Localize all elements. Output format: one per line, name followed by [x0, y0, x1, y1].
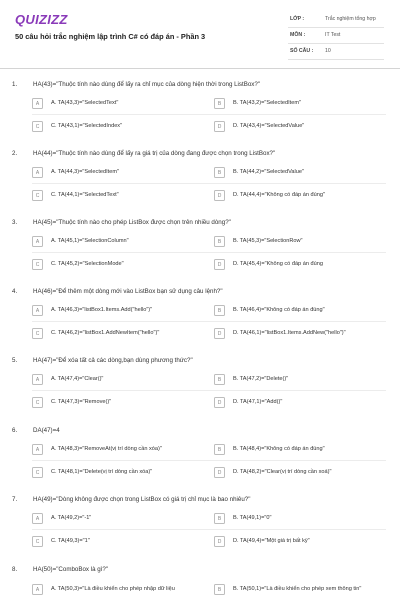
option-text: B. TA(50,1)="Là điều khiển cho phép xem thông tin" [233, 586, 362, 592]
option-divider [32, 183, 386, 184]
option-text: B. TA(48,4)="Không có đáp án đúng" [233, 446, 325, 452]
option-text: A. TA(43,3)="SelectedText" [51, 100, 119, 106]
option-d[interactable] [214, 121, 376, 133]
question-text: DA(47)=4 [33, 427, 60, 434]
option-text: C. TA(48,1)="Delete(vị trí dòng cần xóa)" [51, 469, 153, 475]
option-text: D. TA(48,2)="Clear(vị trí dòng cần xoá)" [233, 469, 332, 475]
option-text: A. TA(46,3)="listBox1.Items.Add("hello")" [51, 307, 153, 313]
option-letter-box: A [32, 374, 43, 385]
option-letter-box: B [214, 374, 225, 385]
option-letter-box: B [214, 236, 225, 247]
option-letter-box: C [32, 190, 43, 201]
option-b[interactable] [214, 374, 376, 386]
option-text: B. TA(44,2)="SelectedValue" [233, 169, 304, 175]
question-number: 7. [12, 496, 18, 503]
question-text: HA(44)="Thuộc tính nào dùng để lấy ra giá trị của dòng đang được chọn trong ListBox?" [33, 150, 276, 157]
option-text: C. TA(43,1)="SelectedIndex" [51, 123, 123, 129]
option-d[interactable] [214, 397, 376, 409]
option-c[interactable] [32, 397, 194, 409]
option-divider [32, 460, 386, 461]
option-divider [32, 114, 386, 115]
option-d[interactable] [214, 190, 376, 202]
option-divider [32, 252, 386, 253]
option-letter-box: D [214, 190, 225, 201]
option-letter-box: C [32, 467, 43, 478]
option-a[interactable] [32, 444, 194, 456]
option-letter-box: A [32, 513, 43, 524]
option-letter-box: B [214, 584, 225, 595]
option-letter-box: B [214, 513, 225, 524]
option-text: A. TA(48,3)="RemoveAt(vị trí dòng cần xóa)" [51, 446, 162, 452]
option-text: B. TA(47,2)="Delete()" [233, 376, 289, 382]
page-title: 50 câu hỏi trắc nghiệm lập trình C# có đáp án - Phần 3 [15, 32, 206, 41]
option-divider [32, 529, 386, 530]
question-number: 4. [12, 288, 18, 295]
option-text: B. TA(45,3)="SelectionRow" [233, 238, 303, 244]
meta-subject [288, 28, 384, 44]
question-item [0, 81, 400, 151]
question-number: 1. [12, 81, 18, 88]
option-divider [32, 390, 386, 391]
question-item [0, 357, 400, 427]
option-text: A. TA(45,1)="SelectionColumn" [51, 238, 129, 244]
option-letter-box: A [32, 444, 43, 455]
option-text: D. TA(43,4)="SelectedValue" [233, 123, 305, 129]
option-letter-box: B [214, 444, 225, 455]
meta-count-value: 10 [325, 48, 331, 54]
option-c[interactable] [32, 467, 194, 479]
option-text: B. TA(46,4)="Không có đáp án đúng" [233, 307, 325, 313]
option-text: D. TA(47,1)="Add()" [233, 399, 283, 405]
option-letter-box: C [32, 536, 43, 547]
question-item [0, 288, 400, 358]
option-d[interactable] [214, 467, 376, 479]
option-letter-box: C [32, 259, 43, 270]
meta-class-value: Trắc nghiệm tổng hợp [325, 16, 376, 22]
option-letter-box: A [32, 236, 43, 247]
option-c[interactable] [32, 121, 194, 133]
option-letter-box: D [214, 259, 225, 270]
question-item [0, 496, 400, 566]
option-letter-box: D [214, 467, 225, 478]
question-item [0, 219, 400, 289]
option-b[interactable] [214, 513, 376, 525]
option-text: C. TA(46,2)="listBox1.AddNewItem("hello")" [51, 330, 160, 336]
option-letter-box: A [32, 167, 43, 178]
option-letter-box: D [214, 397, 225, 408]
option-letter-box: C [32, 328, 43, 339]
question-text: HA(46)="Để thêm một dòng mới vào ListBox bạn sử dụng câu lệnh?" [33, 288, 223, 295]
option-letter-box: B [214, 98, 225, 109]
option-a[interactable] [32, 513, 194, 525]
option-letter-box: A [32, 305, 43, 316]
header-divider [0, 68, 400, 69]
option-letter-box: D [214, 536, 225, 547]
option-a[interactable] [32, 98, 194, 110]
option-text: C. TA(47,3)="Remove()" [51, 399, 112, 405]
option-text: C. TA(45,2)="SelectionMode" [51, 261, 124, 267]
question-number: 6. [12, 427, 18, 434]
option-b[interactable] [214, 444, 376, 456]
question-text: HA(47)="Để xóa tất cả các dòng,bạn dùng phương thức?" [33, 357, 193, 364]
option-a[interactable] [32, 167, 194, 179]
option-text: D. TA(44,4)="Không có đáp án đúng" [233, 192, 325, 198]
option-b[interactable] [214, 167, 376, 179]
option-b[interactable] [214, 584, 376, 596]
option-b[interactable] [214, 98, 376, 110]
option-letter-box: C [32, 397, 43, 408]
option-b[interactable] [214, 236, 376, 248]
option-letter-box: A [32, 98, 43, 109]
option-letter-box: B [214, 167, 225, 178]
option-c[interactable] [32, 328, 194, 340]
question-item [0, 427, 400, 497]
option-a[interactable] [32, 374, 194, 386]
question-text: HA(43)="Thuộc tính nào dùng để lấy ra chỉ mục của dòng hiện thời trong ListBox?" [33, 81, 261, 88]
option-b[interactable] [214, 305, 376, 317]
option-text: D. TA(49,4)="Một giá trị bất kỳ" [233, 538, 310, 544]
meta-count-label: SỐ CÂU : [290, 48, 314, 54]
option-text: A. TA(44,3)="SelectedItem" [51, 169, 119, 175]
option-letter-box: B [214, 305, 225, 316]
meta-subject-value: IT Test [325, 32, 341, 38]
question-text: HA(50)="ComboBox là gì?" [33, 566, 109, 573]
question-item [0, 150, 400, 220]
option-letter-box: D [214, 328, 225, 339]
meta-class [288, 12, 384, 28]
option-d[interactable] [214, 259, 376, 271]
option-text: A. TA(47,4)="Clear()" [51, 376, 104, 382]
option-text: C. TA(44,1)="SelectedText" [51, 192, 119, 198]
option-text: C. TA(49,3)="1" [51, 538, 90, 544]
question-number: 2. [12, 150, 18, 157]
option-d[interactable] [214, 328, 376, 340]
option-c[interactable] [32, 536, 194, 548]
worksheet-header [0, 0, 400, 66]
meta-subject-label: MÔN : [290, 32, 306, 38]
meta-class-label: LỚP : [290, 16, 305, 22]
option-text: B. TA(43,2)="SelectedItem" [233, 100, 301, 106]
question-number: 8. [12, 566, 18, 573]
option-a[interactable] [32, 584, 194, 596]
question-text: HA(49)="Dòng không được chọn trong ListBox có giá trị chỉ mục là bao nhiêu?" [33, 496, 251, 503]
option-letter-box: D [214, 121, 225, 132]
option-a[interactable] [32, 305, 194, 317]
quizizz-logo: QUIZIZZ [15, 12, 68, 27]
question-number: 5. [12, 357, 18, 364]
option-c[interactable] [32, 259, 194, 271]
option-letter-box: C [32, 121, 43, 132]
option-d[interactable] [214, 536, 376, 548]
question-text: HA(45)="Thuộc tính nào cho phép ListBox được chọn trên nhiều dòng?" [33, 219, 231, 226]
option-text: A. TA(50,3)="Là điều khiển cho phép nhập dữ liệu [51, 586, 175, 592]
option-divider [32, 321, 386, 322]
question-item [0, 566, 400, 600]
option-text: D. TA(46,1)="listBox1.Items.AddNew("hello")" [233, 330, 346, 336]
option-text: B. TA(49,1)="0" [233, 515, 272, 521]
meta-count [288, 44, 384, 60]
option-text: D. TA(45,4)="Không có đáp án đúng [233, 261, 323, 267]
option-text: A. TA(49,2)="-1" [51, 515, 92, 521]
option-a[interactable] [32, 236, 194, 248]
option-c[interactable] [32, 190, 194, 202]
option-letter-box: A [32, 584, 43, 595]
question-number: 3. [12, 219, 18, 226]
